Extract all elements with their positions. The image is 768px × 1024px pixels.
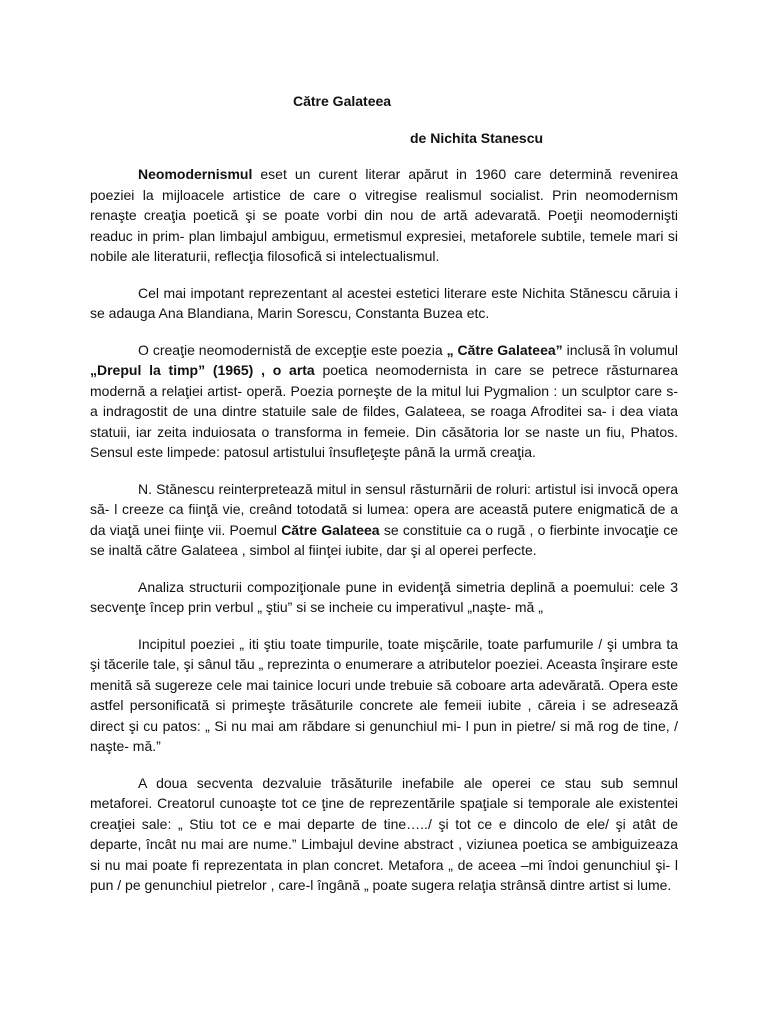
paragraph-7: A doua secventa dezvaluie trăsăturile inefabile ale operei ce stau sub semnul metaforei. Creatorul cunoaşte tot ce ţine de reprezentările spaţiale si temporale ale existentei creaţiei sale: „ Stiu tot ce e mai departe de tine…../ şi tot ce e dincolo de ele/ şi atât de departe, încât nu mai are nume.” Limbajul devine abstract , viziunea poetica se ambiguizeaza si nu mai poate fi reprezentata in plan concret. Metafora „ de aceea –mi îndoi genunchiul şi- l pun / pe genunchiul pietrelor , care-l îngână „ poate sugera relaţia strânsă dintre artist si lume.	[90, 774, 678, 893]
paragraph-4: N. Stănescu reinterpretează mitul in sensul răsturnării de roluri: artistul isi invocă opera să- l creeze ca fiinţă vie, creând totodată si lumea: opera are această putere enigmatică de a da viaţă unei fiinţe vii. Poemul Către Galateea se constituie ca o rugă , o fierbinte invocaţie ce se inaltă către Galateea , simbol al fiinţei iubite, dar şi al operei perfecte.	[90, 480, 678, 558]
paragraph-3: O creaţie neomodernistă de excepţie este poezia „ Către Galateea” inclusă în volumul „Drepul la timp” (1965) , o arta poetica neomodernista in care se petrece răsturnarea modernă a relaţiei artist- operă. Poezia porneşte de la mitul lui Pygmalion : un sculptor care s- a indragostit de una dintre statuile sale de fildes, Galateea, se roaga Afroditei sa- i dea viata statuii, iar zeita induiosata o transforma in femeie. Din căsătoria lor se naste un fiu, Phatos. Sensul este limpede: patosul artistului însufleţeşte până la urmă creaţia.	[90, 341, 678, 460]
paragraph-5: Analiza structurii compoziţionale pune in evidenţă simetria deplină a poemului: cele 3 secvenţe încep prin verbul „ ştiu” si se incheie cu imperativul „naşte- mă „	[90, 578, 678, 615]
poem-title-bold: „ Către Galateea”	[446, 341, 563, 358]
paragraph-2: Cel mai impotant reprezentant al acestei estetici literare este Nichita Stănescu căruia i se adauga Ana Blandiana, Marin Sorescu, Constanta Buzea etc.	[90, 284, 678, 321]
poem-name-bold: Către Galateea	[281, 521, 380, 538]
term-neomodernism: Neomodernismul	[138, 166, 253, 182]
document-author: de Nichita Stanescu	[410, 130, 544, 146]
paragraph-6: Incipitul poeziei „ iti ştiu toate timpurile, toate mişcările, toate parfumurile / şi umbra ta şi tăcerile tale, şi sânul tău „ reprezinta o enumerare a atributelor poeziei. Aceasta înşirare este menită să sugereze cele mai tainice locuri unde trebuie să coboare arta adevărată. Opera este astfel personificată si primeşte trăsăturile concrete ale femeii iubite , căreia i se adresează direct şi cu patos: „ Si nu mai am răbdare si genunchiul mi- l pun in pietre/ si mă rog de tine, / naşte- mă.”	[90, 635, 678, 754]
document-body	[90, 164, 678, 896]
paragraph-1: Neomodernismul eset un curent literar apărut in 1960 care determină revenirea poeziei la mijloacele artistice de care o vitregise realismul socialist. Prin neomodernism renaşte creaţia poetică şi se poate vorbi din nou de artă adevarată. Poeţii neomodernişti readuc in prim- plan limbajul ambiguu, ermetismul expresiei, metaforele subtile, temele mari si nobile ale literaturii, reflecţia filosofică si intelectualismul.	[90, 166, 678, 264]
volume-title-bold: „Drepul la timp” (1965) , o arta	[90, 362, 315, 378]
document-title: Către Galateea	[293, 93, 392, 109]
